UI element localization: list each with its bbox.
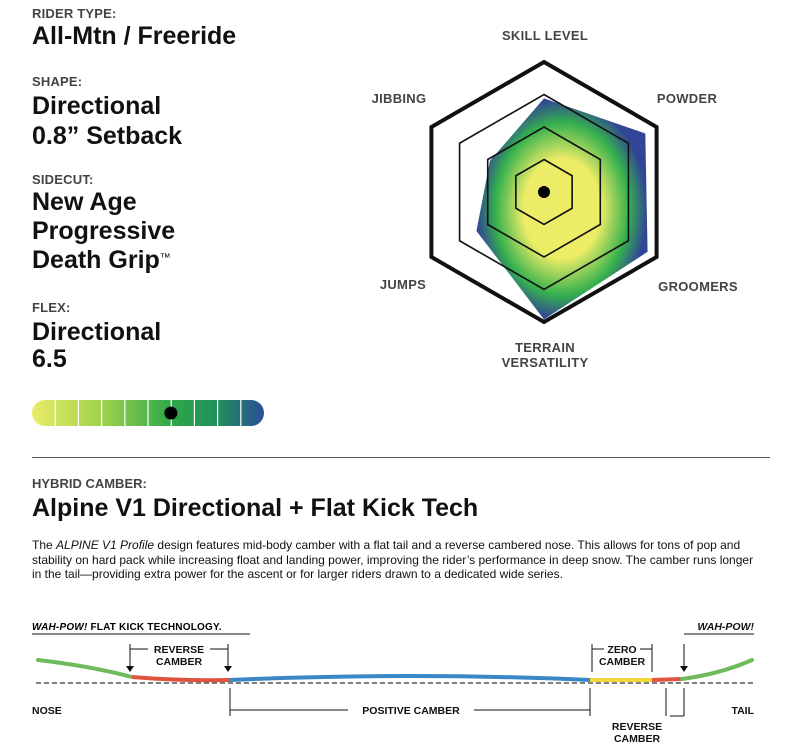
tail-flat-kick-segment	[682, 660, 752, 679]
flex-line-1: Directional	[32, 318, 162, 346]
radar-label-skill-level: SKILL LEVEL	[501, 28, 589, 43]
flex-scale	[30, 398, 266, 428]
radar-label-groomers: GROOMERS	[658, 279, 738, 294]
rider-type-label: RIDER TYPE:	[32, 6, 117, 21]
rev-left-text-2: CAMBER	[155, 656, 203, 668]
sidecut-line-2: Progressive	[32, 217, 176, 245]
flat-kick-tech-label	[32, 622, 222, 633]
nose-label: NOSE	[32, 705, 62, 717]
flex-marker	[164, 407, 177, 420]
section-divider	[32, 457, 770, 458]
radar-label-jibbing: JIBBING	[371, 91, 427, 106]
flat-kick-wahpow: WAH-POW!	[32, 622, 88, 633]
sidecut-label: SIDECUT:	[32, 172, 94, 187]
rev-right-text-2: CAMBER	[613, 733, 661, 745]
radar-label-jumps: JUMPS	[379, 277, 427, 292]
radar-chart	[420, 58, 670, 340]
rev-left-text-1: REVERSE	[153, 644, 205, 656]
tail-label: TAIL	[731, 705, 754, 717]
sidecut-text: Death Grip	[32, 246, 160, 274]
shape-line-1: Directional	[32, 92, 162, 120]
rev-left-arrow-l	[126, 666, 134, 672]
camber-diagram	[30, 610, 760, 748]
sidecut-line-3	[32, 246, 171, 275]
radar-label-terrain: TERRAIN	[515, 340, 575, 355]
desc-profile-name: ALPINE V1 Profile	[56, 538, 155, 552]
camber-label: HYBRID CAMBER:	[32, 476, 147, 491]
rev-left-arrow-r	[224, 666, 232, 672]
desc-body: design features mid-body camber with a flat tail and a reverse cambered nose. This allows for tons of pop and stability on hard pack while increasing float and landing power, improving the rider’s performance in deep snow. The camber runs longer in the tail—providing extra power for the ascent or for larger riders drawn to a dedicated wide series.	[32, 538, 754, 581]
rev-right-text-1: REVERSE	[611, 721, 663, 733]
flex-label: FLEX:	[32, 300, 71, 315]
radar-value-shape	[476, 98, 647, 319]
wahpow-right-label: WAH-POW!	[697, 621, 754, 633]
shape-label: SHAPE:	[32, 74, 83, 89]
flex-line-2: 6.5	[32, 345, 67, 373]
zero-text-1: ZERO	[607, 644, 637, 656]
zero-text-2: CAMBER	[598, 656, 646, 668]
desc-prefix: The	[32, 538, 57, 552]
camber-description	[32, 538, 762, 582]
trademark-symbol: ™	[159, 252, 171, 264]
shape-line-2: 0.8” Setback	[32, 122, 183, 150]
wahpow-right-arrow	[680, 666, 688, 672]
rider-type-value: All-Mtn / Freeride	[32, 22, 237, 50]
camber-title: Alpine V1 Directional + Flat Kick Tech	[32, 494, 479, 522]
reverse-camber-nose-segment	[132, 677, 230, 680]
radar-center-dot	[538, 186, 550, 198]
positive-camber-text: POSITIVE CAMBER	[362, 705, 460, 717]
positive-camber-segment	[230, 676, 590, 680]
reverse-camber-tail-segment	[652, 679, 682, 680]
radar-label-versatility: VERSATILITY	[501, 355, 589, 370]
radar-label-terrain-versatility	[470, 340, 620, 370]
radar-label-powder: POWDER	[656, 91, 718, 106]
flat-kick-rest: FLAT KICK TECHNOLOGY.	[87, 622, 222, 633]
sidecut-line-1: New Age	[32, 188, 137, 216]
nose-flat-kick-segment	[38, 660, 132, 677]
